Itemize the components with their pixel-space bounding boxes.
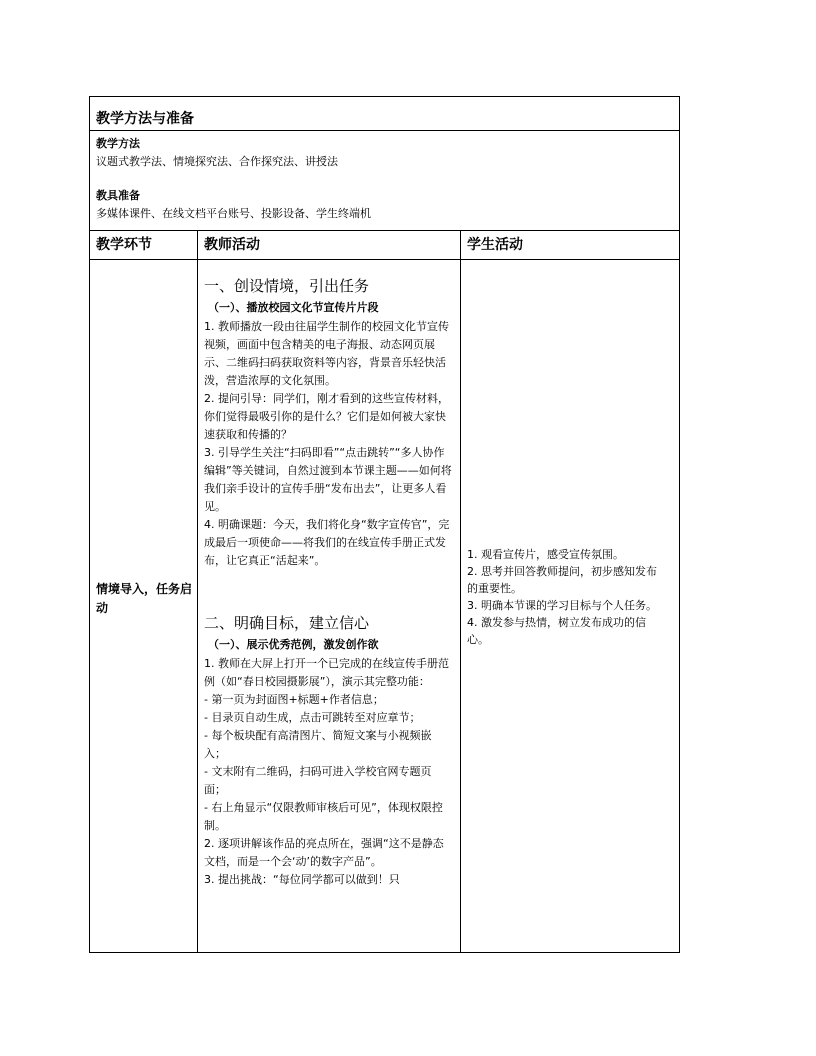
teacher-paragraph: 1. 教师播放一段由往届学生制作的校园文化节宣传视频，画面中包含精美的电子海报、动态网页展示、二维码扫码获取资料等内容，背景音乐轻快活泼，营造浓厚的文化氛围。 (204, 320, 449, 387)
teacher-paragraph: 1. 教师在大屏上打开一个已完成的在线宣传手册范例（如“春日校园摄影展”），演示其完整功能： (204, 657, 449, 688)
student-paragraph: 4. 激发参与热情，树立发布成功的信心。 (467, 616, 646, 646)
student-paragraph: 3. 明确本节课的学习目标与个人任务。 (467, 599, 657, 612)
student-paragraph: 1. 观看宣传片，感受宣传氛围。 (467, 548, 624, 561)
teacher-paragraph: 3. 提出挑战：“每位同学都可以做到！只 (204, 873, 400, 886)
section-title: 教学方法与准备 (96, 111, 194, 127)
methods-block (96, 135, 666, 223)
teacher-activity-cell (204, 275, 452, 889)
teacher-paragraph: 2. 提问引导：同学们，刚才看到的这些宣传材料，你们觉得最吸引你的是什么？它们是如何被大家快速获取和传播的？ (204, 392, 449, 441)
header-student: 学生活动 (467, 237, 523, 253)
tools-label: 教具准备 (96, 189, 140, 202)
table-header-row (90, 230, 679, 260)
teacher-paragraph: - 每个板块配有高清图片、简短文案与小视频嵌入； (204, 729, 432, 760)
teacher-section-1-title: 一、创设情境，引出任务 (204, 277, 370, 295)
teacher-paragraph: - 文末附有二维码，扫码可进入学校官网专题页面； (204, 765, 432, 796)
column-divider (460, 230, 461, 952)
teacher-section-2-subtitle: （一）、展示优秀范例，激发创作欲 (208, 638, 379, 651)
teacher-paragraph: 2. 逐项讲解该作品的亮点所在，强调“这不是静态文档，而是一个会‘动’的数字产品”。 (204, 837, 444, 868)
teacher-paragraph: - 第一页为封面图+标题+作者信息； (204, 693, 384, 706)
stage-cell: 情境导入，任务启动 (96, 582, 193, 615)
student-activity-cell (467, 546, 667, 648)
lesson-plan-table (89, 96, 680, 953)
teaching-method-value: 议题式教学法、情境探究法、合作探究法、讲授法 (96, 155, 338, 168)
tools-value: 多媒体课件、在线文档平台账号、投影设备、学生终端机 (96, 207, 371, 220)
teaching-method-label: 教学方法 (96, 137, 140, 150)
teacher-paragraph: 3. 引导学生关注“扫码即看”“点击跳转”“多人协作编辑”等关键词，自然过渡到本节课主题——如何将我们亲手设计的宣传手册“发布出去”，让更多人看见。 (204, 446, 452, 513)
teacher-paragraph: - 右上角显示“仅限教师审核后可见”，体现权限控制。 (204, 801, 443, 832)
header-stage: 教学环节 (96, 237, 152, 253)
teacher-section-2-title: 二、明确目标，建立信心 (204, 614, 370, 632)
teacher-paragraph: - 目录页自动生成，点击可跳转至对应章节； (204, 711, 421, 724)
title-row (90, 97, 679, 131)
teacher-section-1-subtitle: （一）、播放校园文化节宣传片片段 (208, 301, 379, 314)
teacher-paragraph: 4. 明确课题：今天，我们将化身“数字宣传官”，完成最后一项使命——将我们的在线宣传手册正式发布，让它真正“活起来”。 (204, 518, 450, 567)
student-paragraph: 2. 思考并回答教师提问，初步感知发布的重要性。 (467, 565, 657, 595)
header-teacher: 教师活动 (204, 237, 260, 253)
column-divider (197, 230, 198, 952)
